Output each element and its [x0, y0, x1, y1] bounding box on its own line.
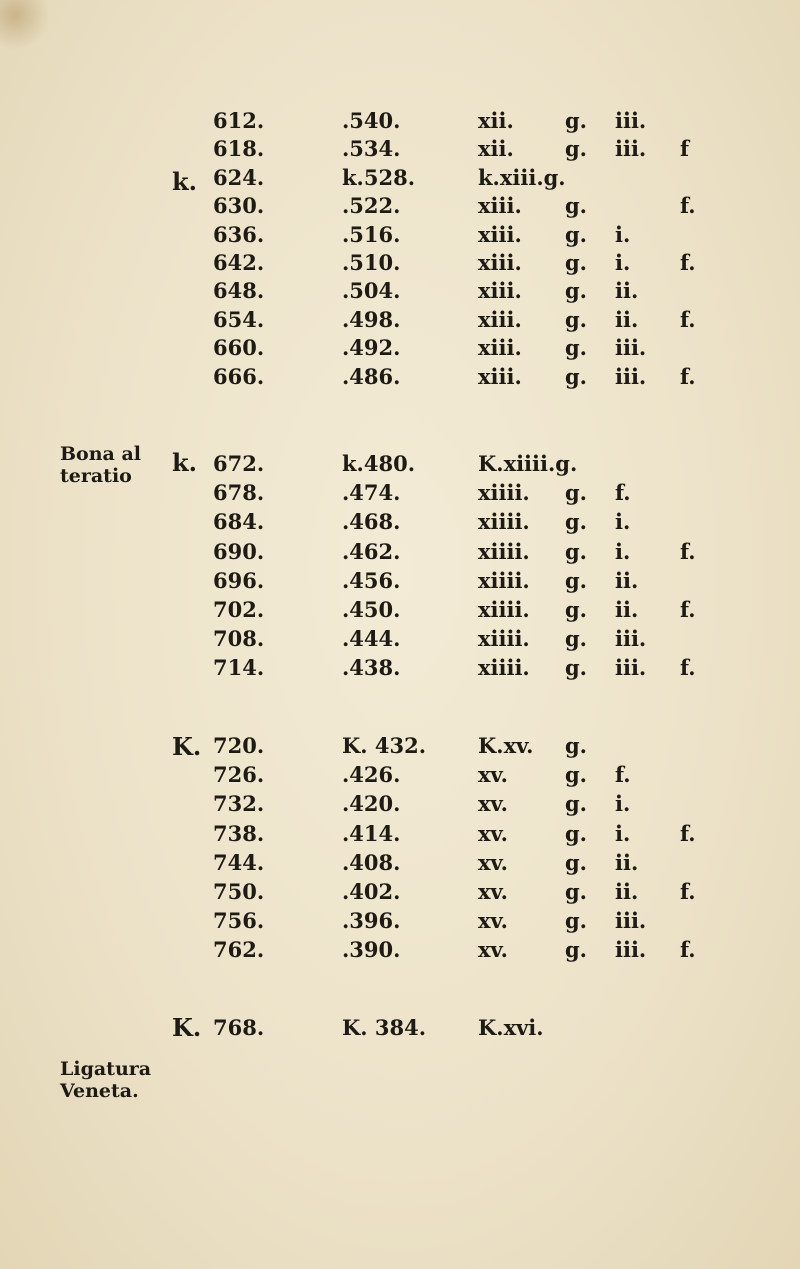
- section-mark: k.: [172, 448, 197, 477]
- table-cell-c1: 678.: [213, 480, 265, 506]
- table-cell-c5: i.: [615, 538, 631, 564]
- section-mark: K.: [172, 1013, 202, 1042]
- table-cell-c4: g.: [565, 567, 587, 593]
- margin-note-line: teratio: [60, 465, 132, 487]
- table-cell-c4: g.: [565, 849, 587, 875]
- table-cell-c3: xv.: [478, 879, 508, 904]
- table-cell-c3: xv.: [478, 762, 508, 788]
- table-cell-c2: K. 384.: [342, 1015, 427, 1040]
- table-cell-c1: 762.: [213, 937, 265, 963]
- table-cell-c4: g.: [565, 193, 587, 219]
- table-row: [0, 107, 800, 135]
- table-cell-c1: 708.: [213, 626, 265, 652]
- table-row: [0, 334, 800, 362]
- table-cell-c5: iii.: [615, 335, 647, 361]
- table-cell-c3: xiii.: [478, 306, 522, 332]
- table-cell-c3: xiiii.: [478, 597, 530, 622]
- table-cell-c2: .468.: [342, 509, 401, 535]
- table-cell-c1: 642.: [213, 250, 265, 275]
- table-cell-c5: ii.: [615, 567, 639, 593]
- table-cell-c4: g.: [565, 335, 587, 361]
- table-cell-c1: 750.: [213, 879, 265, 904]
- table-cell-c4: g.: [565, 306, 587, 332]
- table-row: [0, 277, 800, 305]
- table-cell-c2: .510.: [342, 250, 401, 275]
- table-cell-c3: xiii.: [478, 193, 522, 219]
- table-row: [0, 936, 800, 964]
- table-cell-c2: .414.: [342, 820, 401, 846]
- table-cell-c3: xiiii.: [478, 509, 530, 535]
- table-cell-c5: iii.: [615, 908, 647, 934]
- table-cell-c4: g.: [565, 509, 587, 535]
- table-cell-c2: k.480.: [342, 451, 416, 476]
- table-cell-c5: iii.: [615, 626, 647, 652]
- table-cell-c4: g.: [565, 278, 587, 304]
- table-cell-c2: .390.: [342, 937, 401, 963]
- table-cell-c6: f.: [680, 363, 696, 389]
- table-cell-c6: f.: [680, 937, 696, 963]
- table-cell-c6: f.: [680, 820, 696, 846]
- table-cell-c4: g.: [565, 363, 587, 389]
- table-cell-c4: g.: [565, 221, 587, 247]
- table-row: [0, 192, 800, 220]
- table-row: [0, 761, 800, 789]
- table-row: [0, 135, 800, 163]
- table-row: [0, 790, 800, 818]
- table-cell-c2: .522.: [342, 193, 401, 219]
- table-cell-c4: g.: [565, 136, 587, 162]
- table-cell-c1: 660.: [213, 335, 265, 361]
- table-cell-c1: 624.: [213, 164, 265, 190]
- table-cell-c3: k.xiii.g.: [478, 164, 566, 190]
- table-row: [0, 654, 800, 682]
- table-row: [0, 567, 800, 595]
- table-cell-c2: .516.: [342, 221, 401, 247]
- table-cell-c1: 648.: [213, 278, 265, 304]
- table-cell-c2: .534.: [342, 136, 401, 162]
- table-row: [0, 306, 800, 334]
- margin-note-line: Ligatura: [60, 1058, 152, 1080]
- table-cell-c1: 714.: [213, 655, 265, 681]
- table-row: [0, 732, 800, 760]
- table-row: [0, 538, 800, 566]
- table-cell-c2: .462.: [342, 538, 401, 564]
- table-cell-c6: f: [680, 136, 690, 162]
- table-cell-c2: .492.: [342, 335, 401, 361]
- table-row: [0, 1014, 800, 1042]
- corner-stain: [0, 0, 50, 50]
- table-cell-c3: xiii.: [478, 363, 522, 389]
- table-cell-c2: .540.: [342, 108, 401, 133]
- table-row: [0, 907, 800, 935]
- table-row: [0, 820, 800, 848]
- table-row: [0, 849, 800, 877]
- table-cell-c1: 732.: [213, 791, 265, 817]
- table-cell-c5: ii.: [615, 879, 639, 904]
- table-cell-c1: 690.: [213, 538, 265, 564]
- table-cell-c1: 666.: [213, 363, 265, 389]
- table-cell-c3: xiiii.: [478, 538, 530, 564]
- table-row: [0, 596, 800, 624]
- table-cell-c5: ii.: [615, 849, 639, 875]
- table-cell-c5: iii.: [615, 108, 647, 133]
- table-cell-c3: xv.: [478, 908, 508, 934]
- table-row: [0, 363, 800, 391]
- table-cell-c3: xiiii.: [478, 626, 530, 652]
- table-cell-c4: g.: [565, 791, 587, 817]
- table-cell-c1: 702.: [213, 597, 265, 622]
- table-cell-c4: g.: [565, 937, 587, 963]
- table-cell-c1: 738.: [213, 820, 265, 846]
- table-cell-c3: xiiii.: [478, 480, 530, 506]
- table-cell-c4: g.: [565, 733, 587, 758]
- section-mark: K.: [172, 732, 202, 761]
- table-cell-c3: xiii.: [478, 335, 522, 361]
- table-cell-c4: g.: [565, 626, 587, 652]
- table-cell-c3: xiiii.: [478, 655, 530, 681]
- table-cell-c5: i.: [615, 250, 631, 275]
- table-cell-c6: f.: [680, 193, 696, 219]
- table-cell-c5: ii.: [615, 278, 639, 304]
- table-cell-c2: .408.: [342, 849, 401, 875]
- table-cell-c3: xv.: [478, 849, 508, 875]
- table-cell-c2: .450.: [342, 597, 401, 622]
- table-cell-c1: 720.: [213, 733, 265, 758]
- table-cell-c3: xii.: [478, 108, 514, 133]
- table-cell-c6: f.: [680, 597, 696, 622]
- table-cell-c6: f.: [680, 306, 696, 332]
- table-cell-c2: K. 432.: [342, 733, 427, 758]
- table-cell-c2: .396.: [342, 908, 401, 934]
- table-cell-c6: f.: [680, 879, 696, 904]
- table-cell-c1: 612.: [213, 108, 265, 133]
- table-cell-c1: 684.: [213, 509, 265, 535]
- table-cell-c5: f.: [615, 480, 631, 506]
- section-mark: k.: [172, 167, 197, 196]
- table-cell-c3: xiii.: [478, 221, 522, 247]
- table-cell-c1: 756.: [213, 908, 265, 934]
- table-cell-c5: iii.: [615, 136, 647, 162]
- table-row: [0, 508, 800, 536]
- table-cell-c3: xiii.: [478, 278, 522, 304]
- table-cell-c3: xiii.: [478, 250, 522, 275]
- table-cell-c4: g.: [565, 655, 587, 681]
- table-cell-c4: g.: [565, 762, 587, 788]
- table-row: [0, 479, 800, 507]
- table-cell-c4: g.: [565, 108, 587, 133]
- table-cell-c3: xv.: [478, 820, 508, 846]
- table-cell-c6: f.: [680, 655, 696, 681]
- table-cell-c3: K.xiiii.g.: [478, 451, 578, 476]
- table-cell-c5: ii.: [615, 597, 639, 622]
- table-cell-c1: 672.: [213, 451, 265, 476]
- table-cell-c2: k.528.: [342, 164, 416, 190]
- table-row: [0, 249, 800, 277]
- table-cell-c2: .456.: [342, 567, 401, 593]
- table-cell-c3: xii.: [478, 136, 514, 162]
- table-cell-c2: .444.: [342, 626, 401, 652]
- table-cell-c5: i.: [615, 820, 631, 846]
- table-cell-c4: g.: [565, 879, 587, 904]
- table-cell-c6: f.: [680, 250, 696, 275]
- table-cell-c5: iii.: [615, 655, 647, 681]
- table-cell-c3: xv.: [478, 791, 508, 817]
- table-cell-c2: .438.: [342, 655, 401, 681]
- table-cell-c5: iii.: [615, 937, 647, 963]
- table-cell-c5: i.: [615, 221, 631, 247]
- table-cell-c3: xiiii.: [478, 567, 530, 593]
- table-cell-c5: i.: [615, 509, 631, 535]
- table-cell-c2: .504.: [342, 278, 401, 304]
- table-row: [0, 625, 800, 653]
- margin-note-ligatura-veneta: [60, 1058, 151, 1102]
- margin-note-line: Bona al: [60, 443, 142, 465]
- table-cell-c1: 744.: [213, 849, 265, 875]
- table-cell-c2: .486.: [342, 363, 401, 389]
- table-cell-c2: .498.: [342, 306, 401, 332]
- table-cell-c4: g.: [565, 480, 587, 506]
- table-cell-c1: 618.: [213, 136, 265, 162]
- table-cell-c1: 768.: [213, 1015, 265, 1040]
- table-cell-c4: g.: [565, 597, 587, 622]
- table-row: [0, 878, 800, 906]
- table-cell-c1: 630.: [213, 193, 265, 219]
- margin-note-line: Veneta.: [60, 1080, 139, 1102]
- table-row: [0, 450, 800, 478]
- table-cell-c3: K.xv.: [478, 733, 534, 758]
- table-row: [0, 221, 800, 249]
- table-cell-c5: ii.: [615, 306, 639, 332]
- table-cell-c2: .402.: [342, 879, 401, 904]
- table-cell-c3: K.xvi.: [478, 1015, 544, 1040]
- table-cell-c4: g.: [565, 908, 587, 934]
- table-cell-c5: i.: [615, 791, 631, 817]
- table-cell-c4: g.: [565, 250, 587, 275]
- table-cell-c5: iii.: [615, 363, 647, 389]
- table-cell-c5: f.: [615, 762, 631, 788]
- table-cell-c2: .420.: [342, 791, 401, 817]
- table-cell-c1: 636.: [213, 221, 265, 247]
- table-cell-c4: g.: [565, 538, 587, 564]
- table-cell-c3: xv.: [478, 937, 508, 963]
- table-cell-c2: .426.: [342, 762, 401, 788]
- table-row: [0, 164, 800, 196]
- table-cell-c1: 696.: [213, 567, 265, 593]
- table-cell-c6: f.: [680, 538, 696, 564]
- table-cell-c2: .474.: [342, 480, 401, 506]
- table-cell-c1: 654.: [213, 306, 265, 332]
- table-cell-c4: g.: [565, 820, 587, 846]
- table-cell-c1: 726.: [213, 762, 265, 788]
